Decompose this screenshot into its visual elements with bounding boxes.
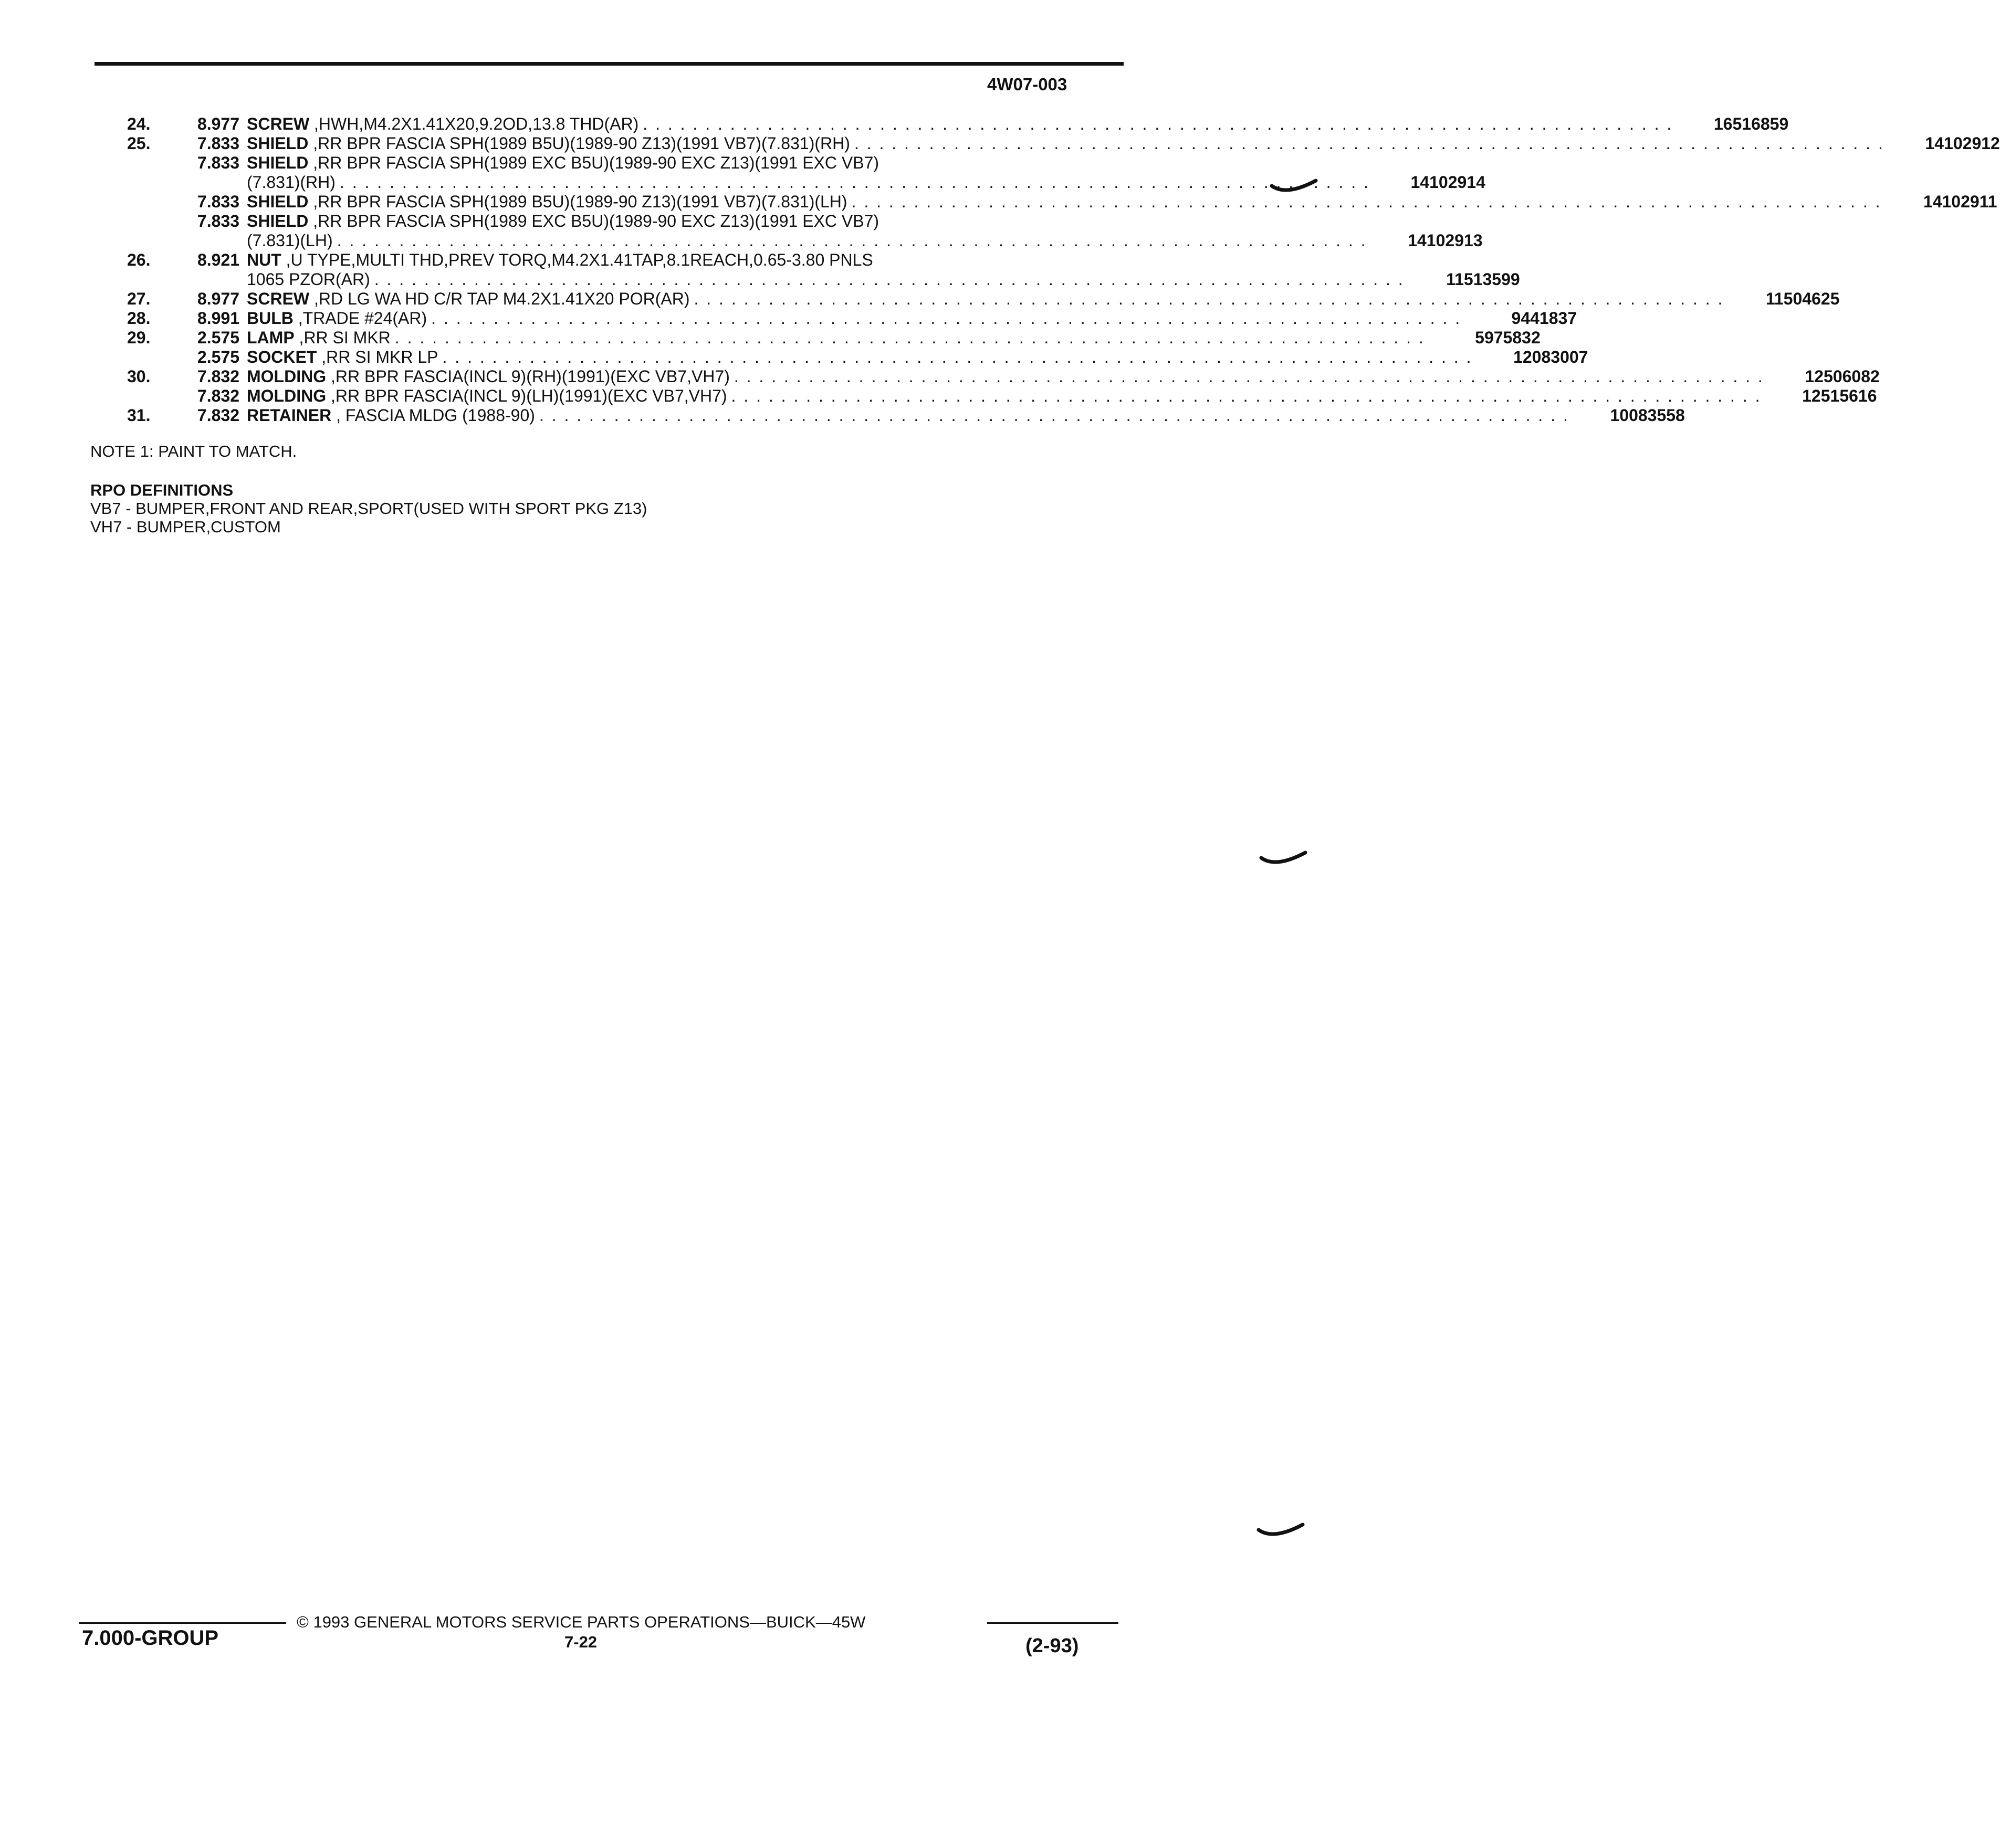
part-name: SHIELD bbox=[247, 212, 309, 230]
leader-dots: . . . . . . . . . . . . . . . . . . . . . . . . . . . . . . . . . . . . . . . . . . . . . . . . . . . . . . . . . . . . . . . . . . . . . . . . . . . . . . . . . . . bbox=[694, 289, 1724, 308]
part-description bbox=[247, 192, 1882, 212]
parts-list bbox=[95, 114, 2000, 425]
part-name: SOCKET bbox=[247, 348, 317, 366]
part-row bbox=[95, 289, 1840, 309]
part-group-number: 8.977 bbox=[197, 289, 239, 308]
part-detail: ,RR BPR FASCIA SPH(1989 EXC B5U)(1989-90 EXC Z13)(1991 EXC VB7) bbox=[313, 212, 879, 230]
part-description bbox=[247, 250, 1405, 289]
footer-date: (2-93) bbox=[1025, 1635, 1079, 1657]
part-detail: ,U TYPE,MULTI THD,PREV TORQ,M4.2X1.41TAP,8.1REACH,0.65-3.80 PNLS bbox=[286, 250, 873, 269]
footer-rule-left bbox=[79, 1622, 286, 1624]
part-number: 5975832 bbox=[1475, 328, 1541, 347]
part-group-number: 7.832 bbox=[197, 367, 239, 386]
part-number: 12515616 bbox=[1802, 386, 1877, 405]
footer-rule-right bbox=[987, 1622, 1118, 1624]
part-group-number: 7.833 bbox=[197, 153, 239, 172]
part-row bbox=[95, 192, 1997, 212]
part-row bbox=[95, 348, 1588, 367]
leader-dots: . . . . . . . . . . . . . . . . . . . . . . . . . . . . . . . . . . . . . . . . . . . . . . . . . . . . . . . . . . . . . . . . . . . . . . . . . . . . . . . . . . . bbox=[374, 270, 1405, 289]
part-number: 12506082 bbox=[1805, 367, 1880, 386]
part-name: SHIELD bbox=[247, 192, 309, 211]
part-row bbox=[95, 250, 1520, 289]
part-group-number: 7.833 bbox=[197, 134, 239, 153]
part-name: SHIELD bbox=[247, 134, 309, 153]
part-detail: ,TRADE #24(AR) bbox=[298, 309, 427, 328]
part-name: NUT bbox=[247, 250, 281, 269]
part-detail: ,RR BPR FASCIA SPH(1989 B5U)(1989-90 Z13)(1991 VB7)(7.831)(RH) bbox=[313, 134, 850, 153]
leader-dots: . . . . . . . . . . . . . . . . . . . . . . . . . . . . . . . . . . . . . . . . . . . . . . . . . . . . . . . . . . . . . . . . . . . . . . . . . . . . . . . . . . . bbox=[337, 231, 1367, 250]
part-row bbox=[95, 386, 1877, 406]
part-ref-number: 24. bbox=[127, 114, 151, 133]
part-name: SCREW bbox=[247, 114, 310, 133]
part-number: 11504625 bbox=[1765, 289, 1840, 308]
leader-dots: . . . . . . . . . . . . . . . . . . . . . . . . . . . . . . . . . . . . . . . . . . . . . . . . . . . . . . . . . . . . . . . . . . . . . . . . . . . . . . . . . . . bbox=[643, 114, 1673, 133]
part-detail: , FASCIA MLDG (1988-90) bbox=[336, 406, 535, 425]
part-description bbox=[247, 348, 1472, 367]
part-detail: ,RD LG WA HD C/R TAP M4.2X1.41X20 POR(AR) bbox=[314, 289, 690, 308]
part-group-number: 7.833 bbox=[197, 212, 239, 230]
part-group-number: 7.832 bbox=[197, 386, 239, 405]
part-row bbox=[95, 134, 2000, 153]
leader-dots: . . . . . . . . . . . . . . . . . . . . . . . . . . . . . . . . . . . . . . . . . . . . . . . . . . . . . . . . . . . . . . . . . . . . . . . . . . . . . . . . . . . bbox=[394, 328, 1425, 347]
part-name: BULB bbox=[247, 309, 294, 328]
part-ref-number: 25. bbox=[127, 134, 151, 153]
part-group-number: 8.921 bbox=[197, 250, 239, 269]
part-description bbox=[247, 328, 1425, 348]
part-number: 12083007 bbox=[1513, 348, 1588, 366]
part-description bbox=[247, 309, 1461, 328]
part-group-number: 8.977 bbox=[197, 114, 239, 133]
leader-dots: . . . . . . . . . . . . . . . . . . . . . . . . . . . . . . . . . . . . . . . . . . . . . . . . . . . . . . . . . . . . . . . . . . . . . . . . . . . . . . . . . . . bbox=[442, 348, 1473, 366]
part-row bbox=[95, 367, 1880, 386]
top-rule bbox=[95, 62, 1124, 66]
part-detail: ,RR BPR FASCIA SPH(1989 B5U)(1989-90 Z13)(1991 VB7)(7.831)(LH) bbox=[313, 192, 847, 211]
leader-dots: . . . . . . . . . . . . . . . . . . . . . . . . . . . . . . . . . . . . . . . . . . . . . . . . . . . . . . . . . . . . . . . . . . . . . . . . . . . . . . . . . . . bbox=[734, 367, 1764, 386]
part-number: 9441837 bbox=[1511, 309, 1577, 328]
part-number: 14102913 bbox=[1408, 231, 1483, 250]
part-description bbox=[247, 153, 1370, 192]
part-ref-number: 30. bbox=[127, 367, 151, 386]
part-detail-continued: (7.831)(RH) bbox=[247, 173, 336, 192]
part-name: MOLDING bbox=[247, 386, 327, 405]
part-detail-continued: 1065 PZOR(AR) bbox=[247, 270, 370, 289]
footer-copyright: © 1993 GENERAL MOTORS SERVICE PARTS OPERATIONS—BUICK—45W bbox=[297, 1613, 866, 1631]
part-description bbox=[247, 367, 1764, 386]
part-row bbox=[95, 114, 1789, 134]
part-group-number: 7.832 bbox=[197, 406, 239, 425]
rpo-definitions bbox=[90, 481, 647, 536]
part-detail: ,RR BPR FASCIA(INCL 9)(LH)(1991)(EXC VB7,VH7) bbox=[330, 386, 727, 405]
part-description bbox=[247, 386, 1762, 406]
part-ref-number: 27. bbox=[127, 289, 151, 308]
leader-dots: . . . . . . . . . . . . . . . . . . . . . . . . . . . . . . . . . . . . . . . . . . . . . . . . . . . . . . . . . . . . . . . . . . . . . . . . . . . . . . . . . . . bbox=[539, 406, 1569, 425]
binder-tick-mark bbox=[1258, 1522, 1305, 1544]
part-group-number: 8.991 bbox=[197, 309, 239, 328]
leader-dots: . . . . . . . . . . . . . . . . . . . . . . . . . . . . . . . . . . . . . . . . . . . . . . . . . . . . . . . . . . . . . . . . . . . . . . . . . . . . . . . . . . . bbox=[431, 309, 1462, 328]
part-detail: ,RR SI MKR LP bbox=[321, 348, 438, 366]
part-ref-number: 28. bbox=[127, 309, 151, 328]
leader-dots: . . . . . . . . . . . . . . . . . . . . . . . . . . . . . . . . . . . . . . . . . . . . . . . . . . . . . . . . . . . . . . . . . . . . . . . . . . . . . . . . . . . bbox=[731, 386, 1762, 405]
rpo-line: VB7 - BUMPER,FRONT AND REAR,SPORT(USED WITH SPORT PKG Z13) bbox=[90, 499, 647, 518]
part-name: LAMP bbox=[247, 328, 295, 347]
page-footer bbox=[79, 1606, 1129, 1657]
note-text: NOTE 1: PAINT TO MATCH. bbox=[90, 442, 297, 460]
part-detail-continued: (7.831)(LH) bbox=[247, 231, 333, 250]
part-group-number: 7.833 bbox=[197, 192, 239, 211]
part-description bbox=[247, 134, 1884, 153]
part-row bbox=[95, 309, 1577, 328]
part-group-number: 2.575 bbox=[197, 328, 239, 347]
binder-tick-mark bbox=[1271, 178, 1318, 200]
part-row bbox=[95, 406, 1685, 425]
part-number: 14102911 bbox=[1923, 192, 1997, 211]
part-detail: ,RR SI MKR bbox=[299, 328, 391, 347]
part-description bbox=[247, 114, 1673, 134]
part-description bbox=[247, 289, 1724, 309]
part-row bbox=[95, 328, 1541, 348]
part-ref-number: 31. bbox=[127, 406, 151, 425]
part-detail: ,HWH,M4.2X1.41X20,9.2OD,13.8 THD(AR) bbox=[314, 114, 639, 133]
leader-dots: . . . . . . . . . . . . . . . . . . . . . . . . . . . . . . . . . . . . . . . . . . . . . . . . . . . . . . . . . . . . . . . . . . . . . . . . . . . . . . . . . . . bbox=[851, 192, 1882, 211]
part-number: 14102912 bbox=[1925, 134, 2000, 153]
rpo-line: VH7 - BUMPER,CUSTOM bbox=[90, 518, 281, 536]
footer-page-number: 7-22 bbox=[564, 1633, 598, 1651]
leader-dots: . . . . . . . . . . . . . . . . . . . . . . . . . . . . . . . . . . . . . . . . . . . . . . . . . . . . . . . . . . . . . . . . . . . . . . . . . . . . . . . . . . . bbox=[854, 134, 1884, 153]
part-description bbox=[247, 406, 1569, 425]
binder-tick-mark bbox=[1260, 850, 1307, 872]
part-detail: ,RR BPR FASCIA SPH(1989 EXC B5U)(1989-90 EXC Z13)(1991 EXC VB7) bbox=[313, 153, 879, 172]
rpo-heading: RPO DEFINITIONS bbox=[90, 481, 234, 499]
part-group-number: 2.575 bbox=[197, 348, 239, 366]
part-name: SCREW bbox=[247, 289, 310, 308]
leader-dots: . . . . . . . . . . . . . . . . . . . . . . . . . . . . . . . . . . . . . . . . . . . . . . . . . . . . . . . . . . . . . . . . . . . . . . . . . . . . . . . . . . . bbox=[339, 173, 1370, 192]
part-name: RETAINER bbox=[247, 406, 332, 425]
part-description bbox=[247, 212, 1367, 250]
page-code: 4W07-003 bbox=[987, 75, 1067, 94]
part-number: 10083558 bbox=[1610, 406, 1685, 425]
part-number: 11513599 bbox=[1446, 270, 1520, 289]
part-ref-number: 29. bbox=[127, 328, 151, 347]
part-ref-number: 26. bbox=[127, 250, 151, 269]
part-name: MOLDING bbox=[247, 367, 327, 386]
part-number: 16516859 bbox=[1713, 114, 1789, 133]
footer-group: 7.000-GROUP bbox=[82, 1626, 219, 1650]
part-row bbox=[95, 212, 1483, 250]
part-row bbox=[95, 153, 1485, 192]
part-name: SHIELD bbox=[247, 153, 309, 172]
part-number: 14102914 bbox=[1410, 173, 1485, 192]
part-detail: ,RR BPR FASCIA(INCL 9)(RH)(1991)(EXC VB7,VH7) bbox=[330, 367, 730, 386]
